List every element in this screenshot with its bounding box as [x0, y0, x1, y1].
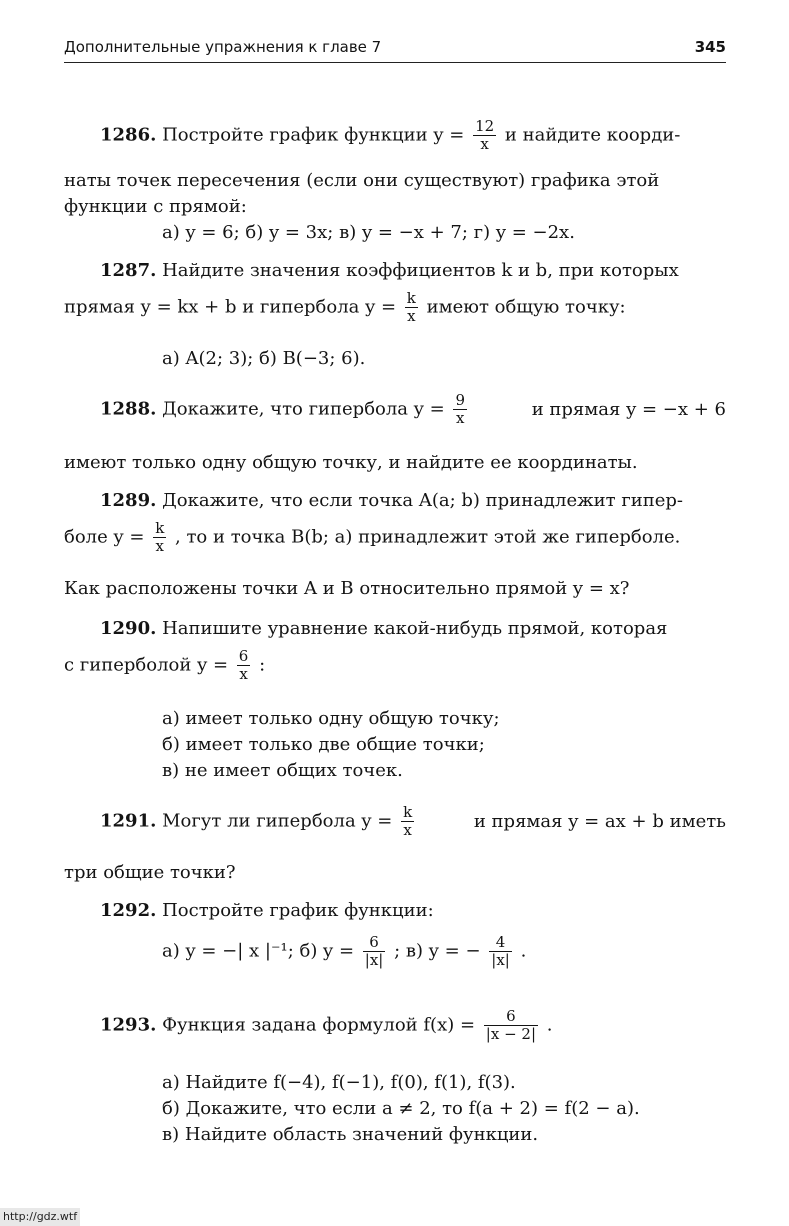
- fraction-6-over-abs-x-minus-2: $\frac{6}{|x - 2|}$: [485, 1007, 536, 1043]
- exercise-1291-line-1: 1291. Могут ли гипербола y = $\frac{k}{x}$ и прямая y = ax + b иметь: [100, 803, 726, 839]
- exercise-number: 1287.: [100, 260, 157, 281]
- exercise-1290-item-c: в) не имеет общих точек.: [162, 760, 403, 781]
- exercise-number: 1289.: [100, 490, 157, 511]
- exercise-number: 1290.: [100, 618, 157, 639]
- formula-lhs: y =: [433, 124, 465, 146]
- exercise-1286-options: а) y = 6; б) y = 3x; в) y = −x + 7; г) y = −2x.: [162, 222, 575, 243]
- exercise-1292-options: а) y = −| x |⁻¹; б) y = $\frac{6}{|x|}$ ; в) y = − $\frac{4}{|x|}$ .: [162, 933, 527, 969]
- exercise-1290-line-1: 1290. Напишите уравнение какой-нибудь прямой, которая: [100, 618, 668, 639]
- exercise-number: 1286.: [100, 124, 157, 146]
- exercise-1288-line-1: 1288. Докажите, что гипербола y = $\frac{9}{x}$ и прямая y = −x + 6: [100, 391, 726, 427]
- exercise-text: Постройте график функции: [162, 124, 428, 146]
- exercise-1292-line-1: 1292. Постройте график функции:: [100, 900, 434, 921]
- fraction-12-over-x: $\frac{12}{x}$: [475, 117, 495, 153]
- source-url-link[interactable]: http://gdz.wtf: [0, 1208, 80, 1226]
- exercise-1293-item-a: а) Найдите f(−4), f(−1), f(0), f(1), f(3).: [162, 1072, 516, 1093]
- exercise-1289-line-1: 1289. Докажите, что если точка A(a; b) принадлежит гипер-: [100, 490, 684, 511]
- fraction-4-over-abs-x: $\frac{4}{|x|}$: [491, 933, 510, 969]
- exercise-1293-line-1: 1293. Функция задана формулой f(x) = $\frac{6}{|x - 2|}$ .: [100, 1007, 553, 1043]
- fraction-6-over-abs-x: $\frac{6}{|x|}$: [364, 933, 384, 969]
- exercise-1286-line-3: функции с прямой:: [64, 196, 247, 217]
- fraction-6-over-x: $\frac{6}{x}$: [238, 647, 249, 683]
- fraction-9-over-x: $\frac{9}{x}$: [455, 391, 466, 427]
- exercise-number: 1292.: [100, 900, 157, 921]
- exercise-1290-item-a: а) имеет только одну общую точку;: [162, 708, 500, 729]
- exercise-1286-line-1: [100, 118, 680, 153]
- exercise-text: и найдите коорди-: [504, 124, 681, 146]
- exercise-number: 1288.: [100, 398, 157, 420]
- exercise-text: Найдите значения коэффициентов k и b, при которых: [162, 260, 679, 281]
- exercise-1290-line-2: с гиперболой y = $\frac{6}{x}$ :: [64, 647, 266, 683]
- exercise-number: 1293.: [100, 1014, 157, 1036]
- page-number: 345: [694, 38, 726, 56]
- fraction-k-over-x: $\frac{k}{x}$: [406, 289, 416, 325]
- exercise-1293-item-b: б) Докажите, что если a ≠ 2, то f(a + 2) = f(2 − a).: [162, 1098, 640, 1119]
- exercise-1287-options: а) A(2; 3); б) B(−3; 6).: [162, 348, 366, 369]
- page-header: [64, 38, 726, 63]
- exercise-1287-line-1: [100, 260, 679, 282]
- exercise-1289-line-2: боле y = $\frac{k}{x}$ , то и точка B(b; a) принадлежит этой же гиперболе.: [64, 519, 681, 555]
- exercise-number: 1291.: [100, 810, 157, 832]
- exercise-1290-item-b: б) имеет только две общие точки;: [162, 734, 485, 755]
- header-title: Дополнительные упражнения к главе 7: [64, 38, 382, 56]
- exercise-1288-line-2: имеют только одну общую точку, и найдите ее координаты.: [64, 452, 638, 473]
- fraction-k-over-x: $\frac{k}{x}$: [155, 519, 165, 555]
- exercise-1293-item-c: в) Найдите область значений функции.: [162, 1124, 539, 1145]
- fraction-k-over-x: $\frac{k}{x}$: [403, 803, 413, 839]
- exercise-1289-line-3: Как расположены точки A и B относительно прямой y = x?: [64, 578, 630, 599]
- exercise-1291-line-2: три общие точки?: [64, 862, 236, 883]
- exercise-1287-line-2: прямая y = kx + b и гипербола y = $\frac{k}{x}$ имеют общую точку:: [64, 289, 626, 325]
- exercise-1286-line-2: наты точек пересечения (если они существуют) графика этой: [64, 170, 660, 191]
